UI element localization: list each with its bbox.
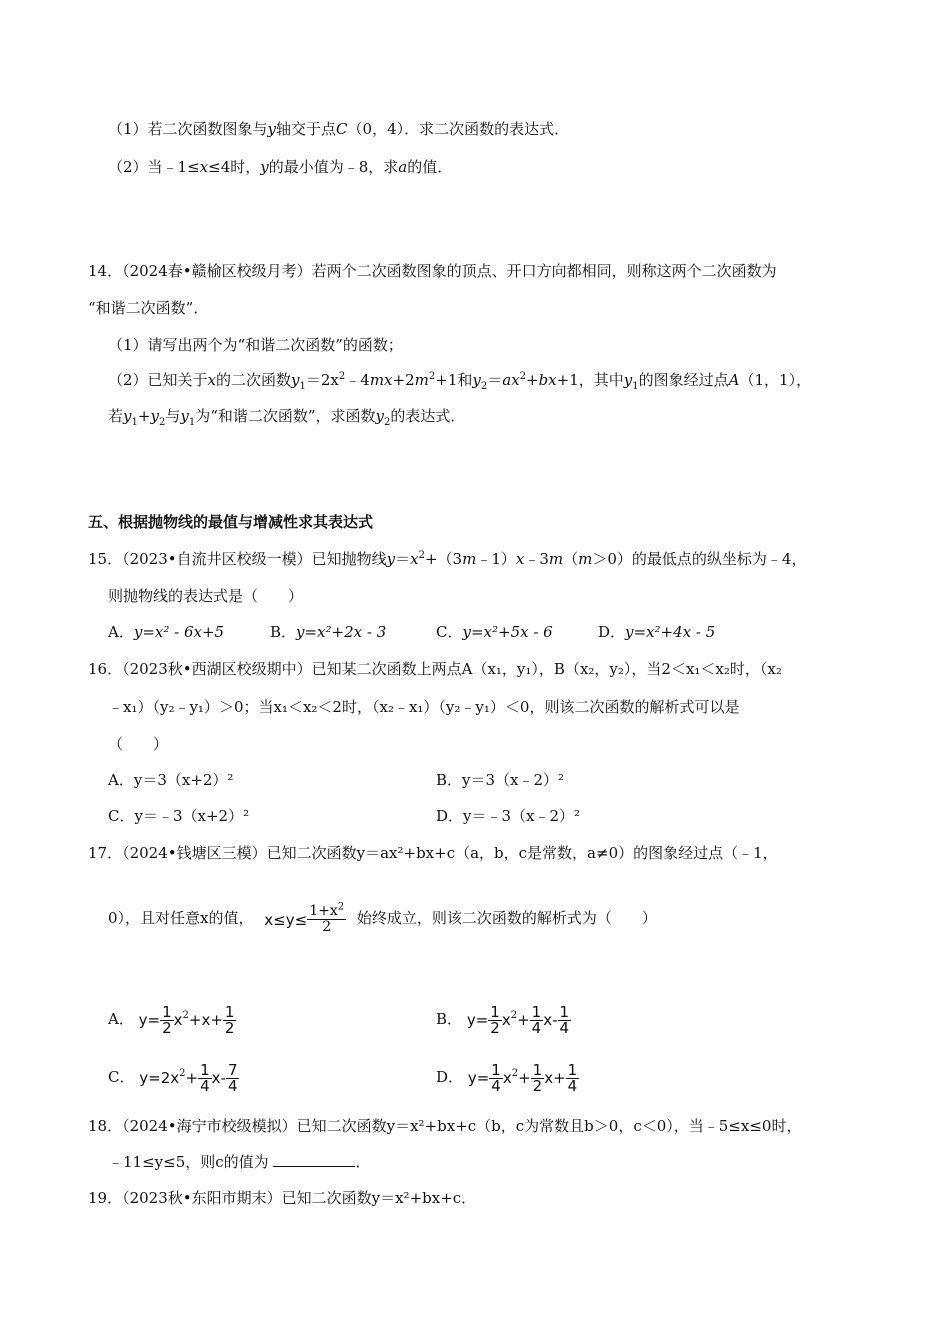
q15-stem: 15．（2023•自流井区校级一模）已知抛物线$y=x^2+(3m﹣1)x﹣3m(m>0)$的最低点的纵坐标为﹣4， — [88, 550, 807, 568]
q17-option-a[interactable]: A． y= $\frac{1}{2}$ $x^2+x+$ $\frac{1}{2}$ — [108, 1002, 235, 1037]
q18-stem2: ﹣11≤y≤5，则c的值为 ． — [108, 1153, 371, 1171]
q13-part1: （1）若二次函数图象与y轴交于点C（0，4）．求二次函数的表达式． — [108, 120, 570, 138]
q16-option-c[interactable]: C．y＝﹣3（x+2）² — [108, 807, 250, 825]
q17-option-b[interactable]: B． y= $\frac{1}{2}$ $x^2+$ $\frac{1}{4}$ x- $\frac{1}{4}$ — [436, 1002, 570, 1037]
q15-stem2: 则抛物线的表达式是（ ） — [108, 587, 304, 605]
q16-stem: 16．（2023秋•西湖区校级期中）已知某二次函数上两点A（x₁，y₁），B（x₂，y₂），当2＜x₁＜x₂时，（x₂ — [88, 660, 782, 678]
q14-part2-cont: 若$y_1+y_2$与$y_1$为“和谐二次函数”，求函数$y_2$的表达式． — [108, 407, 466, 428]
q13-part2: （2）当﹣1≤x≤4时，y的最小值为﹣8，求a的值． — [108, 158, 453, 176]
q16-stem2: ﹣x₁）（y₂﹣y₁）＞0；当x₁＜x₂＜2时，（x₂﹣x₁）（y₂﹣y₁）＜0，则该二次函数的解析式可以是 — [108, 698, 740, 716]
q14-part2: （2）已知关于x的二次函数$y_1=2x^2﹣4mx+2m^2+1$和$y_2=ax^2+bx+1$，其中$y_1$的图象经过点A（1，1）， — [108, 371, 812, 392]
q15-option-a[interactable]: A．y=x² - 6x+5 — [108, 623, 225, 641]
inequality-formula: x≤y≤ $\frac{1+x^2}{2}$ — [264, 901, 345, 935]
q17-stem2: 0），且对任意x的值， x≤y≤ $\frac{1+x^2}{2}$ 始终成立，则该二次函数的解析式为（ ） — [108, 900, 657, 944]
q15-option-b[interactable]: B．y=x²+2x - 3 — [270, 623, 387, 641]
section-heading: 五、根据抛物线的最值与增减性求其表达式 — [88, 513, 374, 531]
q14-stem: 14．（2024春•赣榆区校级月考）若两个二次函数图象的顶点、开口方向都相同，则称这两个二次函数为 — [88, 262, 777, 280]
q18-stem: 18．（2024•海宁市校级模拟）已知二次函数y＝x²+bx+c（b，c为常数且b＞0，c＜0），当﹣5≤x≤0时， — [88, 1117, 802, 1135]
q17-option-c[interactable]: C． $y=2x^2+$ $\frac{1}{4}$ x- $\frac{7}{4}$ — [108, 1060, 238, 1095]
q16-option-d[interactable]: D．y＝﹣3（x﹣2）² — [436, 807, 581, 825]
q17-option-d[interactable]: D． y= $\frac{1}{4}$ $x^2+$ $\frac{1}{2}$ x+ $\frac{1}{4}$ — [436, 1060, 578, 1095]
q14-stem2: “和谐二次函数”． — [88, 299, 209, 317]
q17-stem: 17．（2024•钱塘区三模）已知二次函数y＝ax²+bx+c（a，b，c是常数，a≠0）的图象经过点（﹣1， — [88, 844, 778, 862]
q15-option-d[interactable]: D．y=x²+4x - 5 — [598, 623, 716, 641]
answer-blank[interactable] — [273, 1152, 355, 1167]
q15-option-c[interactable]: C．y=x²+5x - 6 — [436, 623, 553, 641]
q19-stem: 19．（2023秋•东阳市期末）已知二次函数y＝x²+bx+c． — [88, 1189, 477, 1207]
q16-option-b[interactable]: B．y＝3（x﹣2）² — [436, 771, 565, 789]
q14-part1: （1）请写出两个为“和谐二次函数”的函数； — [108, 336, 403, 354]
q16-option-a[interactable]: A．y＝3（x+2）² — [108, 771, 234, 789]
q16-stem3: （ ） — [108, 735, 169, 753]
